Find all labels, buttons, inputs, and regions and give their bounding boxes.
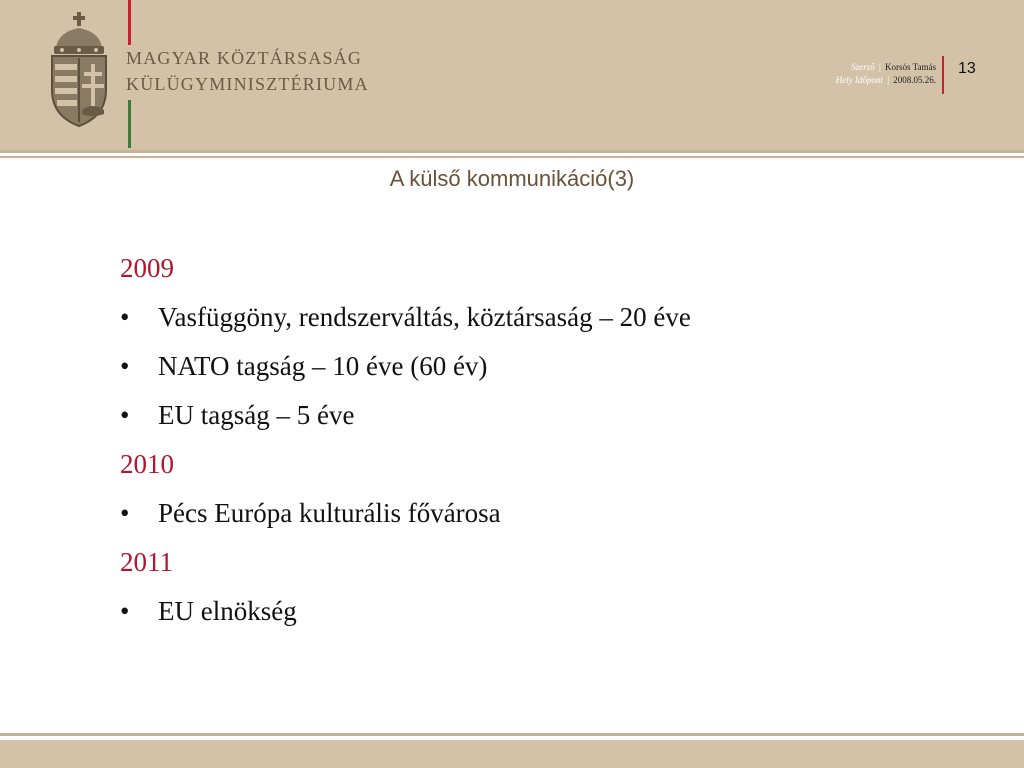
slide-content [120, 248, 980, 640]
bullet-item [120, 395, 980, 444]
ministry-name-line-2: KÜLÜGYMINISZTÉRIUMA [126, 74, 369, 94]
header-divider [0, 150, 1024, 153]
author-row [851, 62, 936, 72]
place-date-separator: | [887, 75, 889, 85]
bullet-glyph: • [120, 596, 130, 626]
year-heading-2011: 2011 [120, 547, 173, 577]
bullet-glyph: • [120, 351, 130, 381]
bullet-text: Pécs Európa kulturális fővárosa [158, 498, 501, 528]
coat-of-arms-icon [44, 10, 114, 128]
slide-title: A külső kommunikáció(3) [389, 166, 635, 191]
page-number-divider [942, 56, 944, 94]
year-heading-2010: 2010 [120, 449, 174, 479]
bullet-text: EU tagság – 5 éve [158, 400, 355, 430]
bullet-item [120, 297, 980, 346]
bullet-glyph: • [120, 400, 130, 430]
page-number: 13 [958, 60, 976, 77]
footer-divider [0, 733, 1024, 736]
ministry-name-line-1: MAGYAR KÖZTÁRSASÁG [126, 48, 363, 68]
flag-stripe-red [128, 0, 131, 45]
author-value: Korsós Tamás [885, 62, 936, 72]
bullet-text: NATO tagság – 10 éve (60 év) [158, 351, 488, 381]
place-date-row [836, 75, 936, 85]
bullet-glyph: • [120, 302, 130, 332]
place-date-label: Hely Időpont [835, 75, 883, 85]
bullet-text: Vasfüggöny, rendszerváltás, köztársaság – 20 éve [158, 302, 691, 332]
bullet-glyph: • [120, 498, 130, 528]
slide-footer [0, 740, 1024, 768]
place-date-value: 2008.05.26. [893, 75, 936, 85]
author-label: Szerző [851, 62, 875, 72]
flag-stripe-green [128, 100, 131, 148]
bullet-item [120, 591, 980, 640]
bullet-text: EU elnökség [158, 596, 297, 626]
year-heading-2009: 2009 [120, 253, 174, 283]
header-divider-secondary [0, 156, 1024, 158]
author-separator: | [878, 62, 881, 72]
bullet-item [120, 493, 980, 542]
bullet-item [120, 346, 980, 395]
